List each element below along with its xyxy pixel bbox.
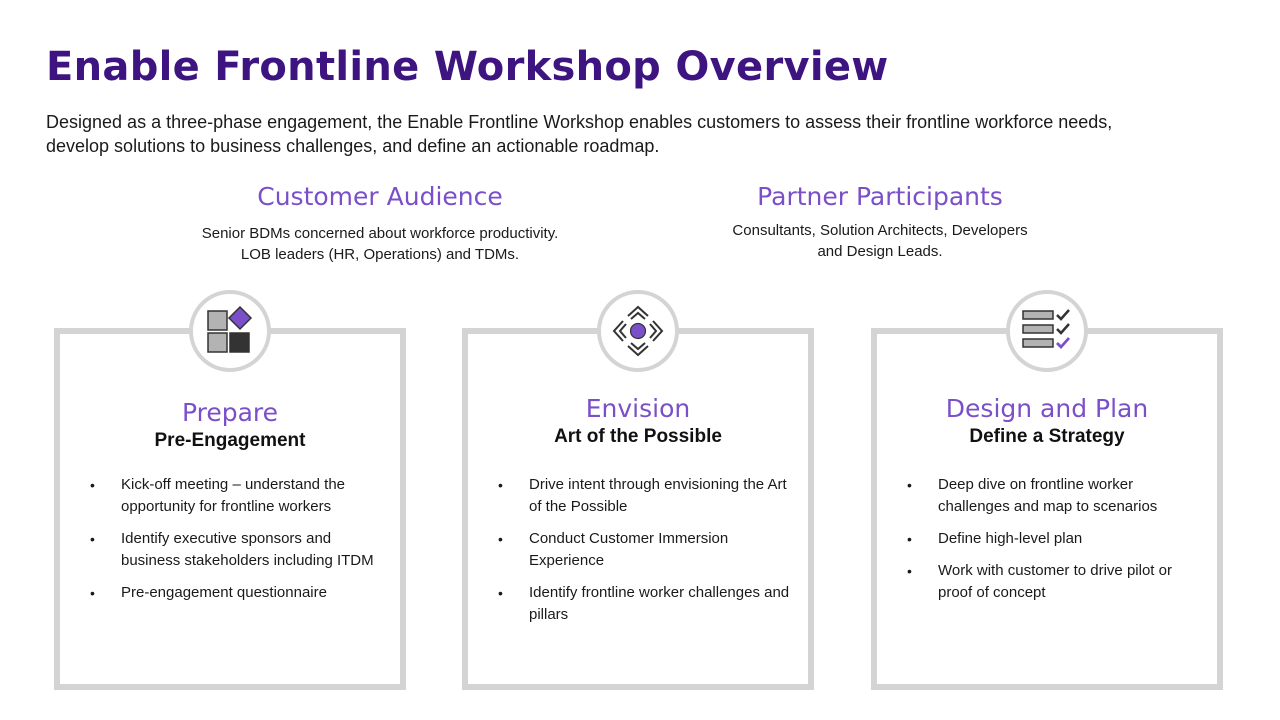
phase-icon-design-and-plan bbox=[1006, 290, 1088, 372]
list-item: • Identify frontline worker challenges and pillars bbox=[498, 582, 790, 626]
customer-audience-heading: Customer Audience bbox=[257, 182, 503, 211]
phase-title: Prepare bbox=[181, 398, 279, 427]
phase-subtitle: Define a Strategy bbox=[969, 426, 1125, 447]
partner-participants-text bbox=[680, 220, 1080, 262]
list-item: • Define high-level plan bbox=[907, 528, 1199, 550]
partner-participants-line-1: Consultants, Solution Architects, Developers bbox=[732, 222, 1028, 239]
list-item: • Conduct Customer Immersion Experience bbox=[498, 528, 790, 572]
phase-title: Envision bbox=[585, 394, 691, 423]
list-item: • Pre-engagement questionnaire bbox=[90, 582, 382, 604]
checklist-icon bbox=[1019, 303, 1075, 359]
phase-card-envision bbox=[462, 328, 814, 690]
tiles-icon bbox=[204, 305, 256, 357]
list-item: • Identify executive sponsors and business stakeholders including ITDM bbox=[90, 528, 382, 572]
list-item: • Drive intent through envisioning the Art of the Possible bbox=[498, 474, 790, 518]
phase-subtitle: Art of the Possible bbox=[554, 426, 722, 447]
customer-audience-line-1: Senior BDMs concerned about workforce productivity. bbox=[201, 225, 559, 242]
customer-audience-text bbox=[140, 223, 620, 265]
page-title: Enable Frontline Workshop Overview bbox=[46, 44, 889, 90]
list-item: • Kick-off meeting – understand the opportunity for frontline workers bbox=[90, 474, 382, 518]
phase-icon-envision bbox=[597, 290, 679, 372]
list-item: • Deep dive on frontline worker challenges and map to scenarios bbox=[907, 474, 1199, 518]
phase-card-design-and-plan bbox=[871, 328, 1223, 690]
customer-audience-line-2: LOB leaders (HR, Operations) and TDMs. bbox=[240, 246, 520, 263]
directional-arrows-icon bbox=[608, 301, 668, 361]
phase-card-prepare bbox=[54, 328, 406, 690]
phase-subtitle: Pre-Engagement bbox=[154, 430, 306, 451]
partner-participants-line-2: and Design Leads. bbox=[817, 243, 943, 260]
partner-participants-heading: Partner Participants bbox=[757, 182, 1003, 211]
phase-bullet-list bbox=[907, 474, 1199, 614]
phase-icon-prepare bbox=[189, 290, 271, 372]
phase-bullet-list bbox=[498, 474, 790, 636]
phase-title: Design and Plan bbox=[945, 394, 1149, 423]
list-item: • Work with customer to drive pilot or proof of concept bbox=[907, 560, 1199, 604]
phase-bullet-list bbox=[90, 474, 382, 614]
intro-text: Designed as a three-phase engagement, the Enable Frontline Workshop enables customers to assess their frontline workforce needs, develop solutions to business challenges, and define an actionable roadmap. bbox=[46, 112, 1113, 156]
